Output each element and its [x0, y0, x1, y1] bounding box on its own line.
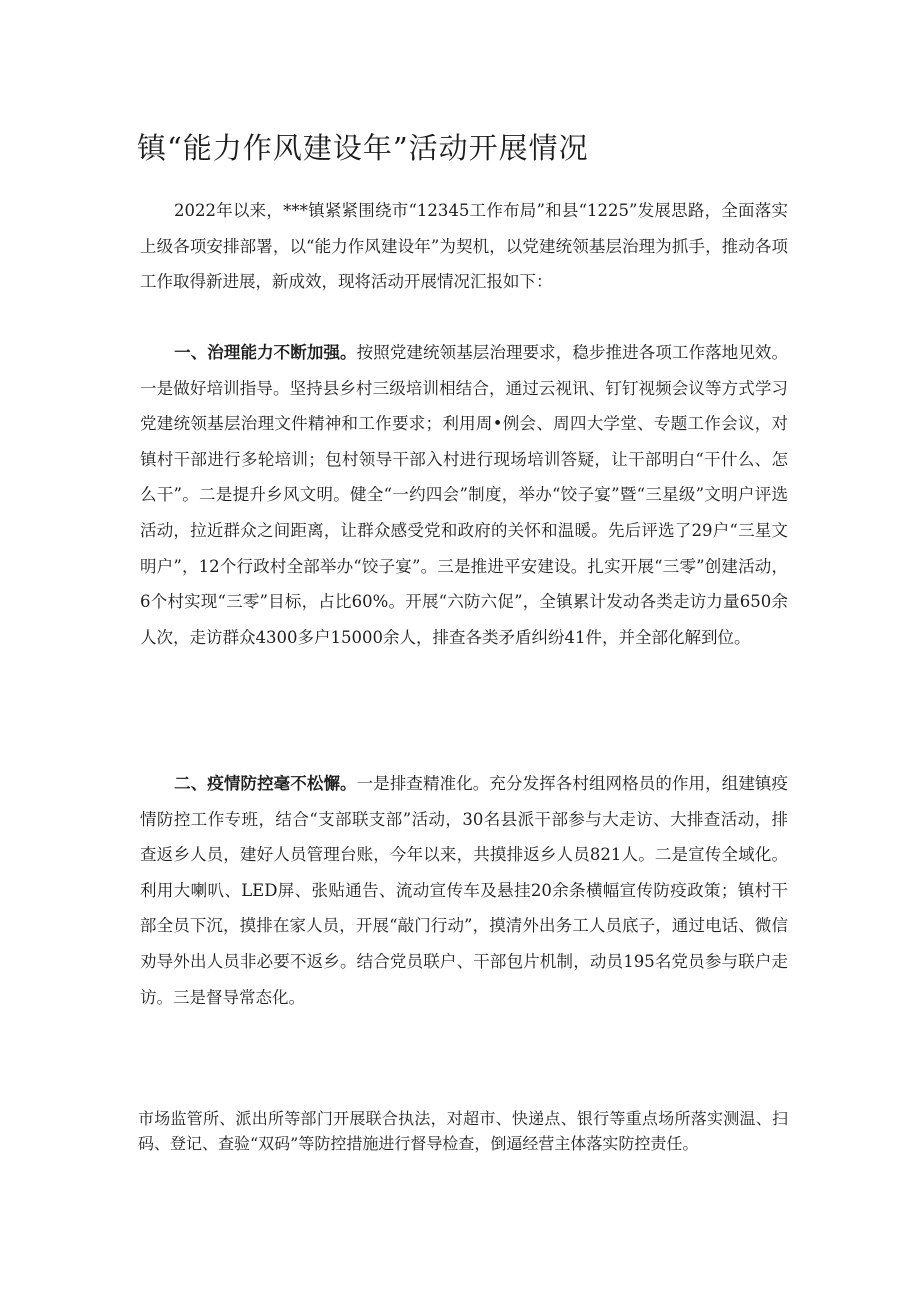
paragraph-text: 一是排查精准化。充分发挥各村组网格员的作用，组建镇疫情防控工作专班，结合“支部联支部”活动，30名县派干部参与大走访、大排查活动，排查返乡人员，建好人员管理台账，今年以来，共摸排返乡人员821人。二是宣传全域化。利用大喇叭、LED屏、张贴通告、流动宣传车及悬挂20余条横幅宣传防疫政策；镇村干部全员下沉，摸排在家人员，开展“敲门行动”，摸清外出务工人员底子，通过电话、微信劝导外出人员非必要不返乡。结合党员联户、干部包片机制，动员195名党员参与联户走访。三是督导常态化。: [140, 774, 789, 1007]
paragraph-intro: [140, 193, 788, 300]
document-title: 镇“能力作风建设年”活动开展情况: [137, 131, 589, 165]
section-heading: 一、治理能力不断加强。: [174, 343, 357, 362]
paragraph-epidemic: [140, 766, 788, 1015]
paragraph-text: 按照党建统领基层治理要求，稳步推进各项工作落地见效。一是做好培训指导。坚持县乡村三级培训相结合，通过云视讯、钉钉视频会议等方式学习党建统领基层治理文件精神和工作要求；利用周•例会、周四大学堂、专题工作会议，对镇村干部进行多轮培训；包村领导干部入村进行现场培训答疑，让干部明白“干什么、怎么干”。二是提升乡风文明。健全“一约四会”制度，举办“饺子宴”暨“三星级”文明户评选活动，拉近群众之间距离，让群众感受党和政府的关怀和温暖。先后评选了29户“三星文明户”，12个行政村全部举办“饺子宴”。三是推进平安建设。扎实开展“三零”创建活动，6个村实现“三零”目标，占比60%。开展“六防六促”，全镇累计发动各类走访力量650余人次，走访群众4300多户15000余人，排查各类矛盾纠纷41件，并全部化解到位。: [140, 343, 789, 647]
paragraph-governance: [140, 335, 788, 655]
paragraph-enforcement: 市场监管所、派出所等部门开展联合执法，对超市、快递点、银行等重点场所落实测温、扫码、登记、查验“双码”等防控措施进行督导检查，倒逼经营主体落实防控责任。: [138, 1109, 788, 1153]
section-heading: 二、疫情防控毫不松懈。: [174, 774, 357, 793]
paragraph-text: 2022年以来，***镇紧紧围绕市“12345工作布局”和县“1225”发展思路，全面落实上级各项安排部署，以“能力作风建设年”为契机，以党建统领基层治理为抓手，推动各项工作取得新进展，新成效，现将活动开展情况汇报如下：: [140, 201, 788, 292]
